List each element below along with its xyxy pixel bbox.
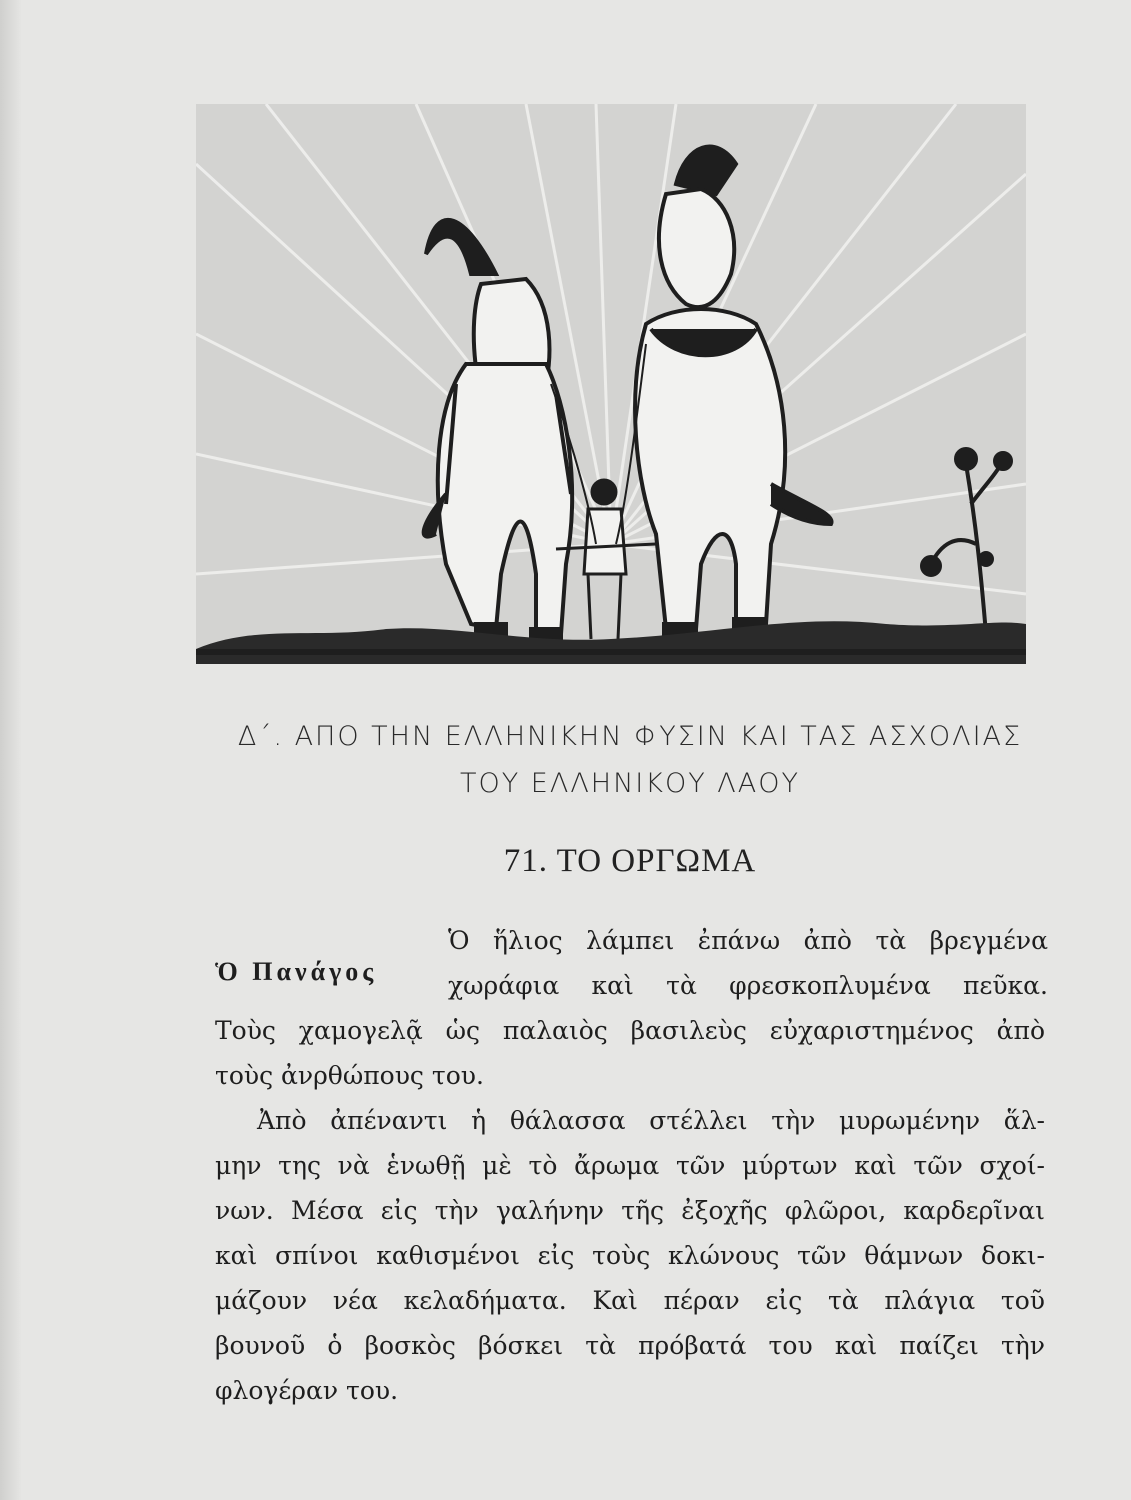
paragraph2-line1: Ἀπὸ ἀπέναντι ἡ θάλασσα στέλλει τὴν μυρωμένην ἅλ- bbox=[257, 1106, 1045, 1135]
paragraph2-line4: καὶ σπίνοι καθισμένοι εἰς τοὺς κλώνους τῶν θάμνων δοκι- bbox=[215, 1241, 1045, 1270]
paragraph2-line6: βουνοῦ ὁ βοσκὸς βόσκει τὰ πρόβατά του καὶ παίζει τὴν bbox=[215, 1331, 1045, 1360]
page-binding-edge bbox=[0, 0, 22, 1500]
section-heading-line2: ΤΟΥ ΕΛΛΗΝΙΚΟΥ ΛΑΟΥ bbox=[459, 768, 800, 799]
author-name: Ὁ Πανάγος bbox=[215, 957, 378, 986]
chapter-title: 71. ΤΟ ΟΡΓΩΜΑ bbox=[503, 843, 757, 879]
paragraph1-line4: τοὺς ἀνρθώπους του. bbox=[215, 1061, 484, 1090]
paragraph1-opening bbox=[448, 918, 1048, 1008]
plowing-horses-illustration bbox=[196, 104, 1026, 664]
section-heading-line1: Δ΄. ΑΠΟ ΤΗΝ ΕΛΛΗΝΙΚΗΝ ΦΥΣΙΝ ΚΑΙ ΤΑΣ ΑΣΧΟΛΙΑΣ bbox=[237, 721, 1023, 752]
paragraph1-continuation bbox=[215, 1008, 1045, 1098]
paragraph2-line5: μάζουν νέα κελαδήματα. Καὶ πέραν εἰς τὰ πλάγια τοῦ bbox=[215, 1286, 1045, 1315]
paragraph2 bbox=[215, 1098, 1045, 1413]
paragraph2-line3: νων. Μέσα εἰς τὴν γαλήνην τῆς ἐξοχῆς φλῶροι, καρδερῖναι bbox=[215, 1196, 1045, 1225]
paragraph1-line1: Ὁ ἥλιος λάμπει ἐπάνω ἀπὸ τὰ βρεγμένα bbox=[448, 926, 1048, 955]
paragraph2-line2: μην της νὰ ἑνωθῇ μὲ τὸ ἄρωμα τῶν μύρτων καὶ τῶν σχοί- bbox=[215, 1151, 1045, 1180]
paragraph2-line7: φλογέραν του. bbox=[215, 1376, 399, 1405]
paragraph1-line2: χωράφια καὶ τὰ φρεσκοπλυμένα πεῦκα. bbox=[448, 971, 1048, 1000]
paragraph1-line3: Τοὺς χαμογελᾷ ὡς παλαιὸς βασιλεὺς εὐχαριστημένος ἀπὸ bbox=[215, 1016, 1045, 1045]
